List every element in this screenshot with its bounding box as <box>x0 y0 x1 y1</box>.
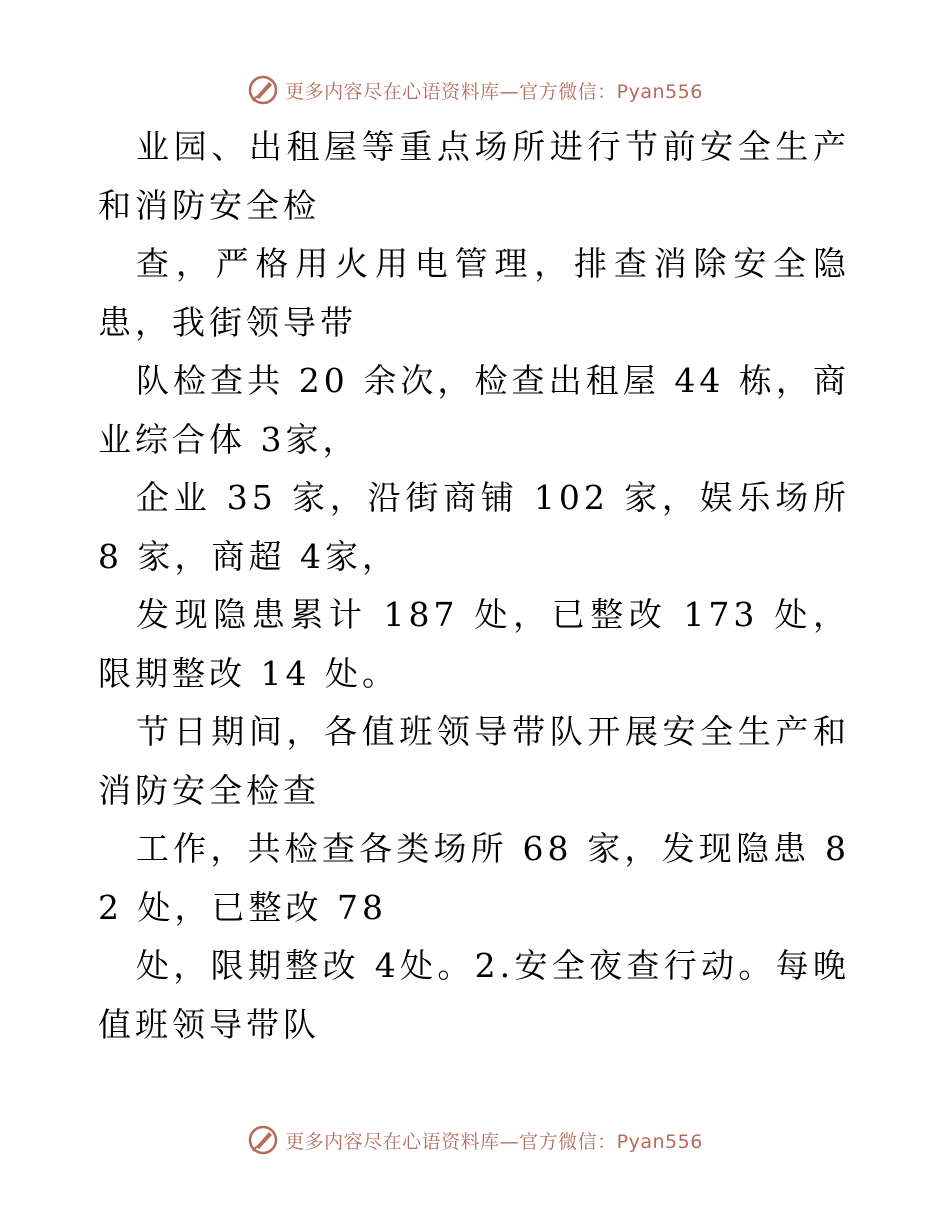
paragraph: 企业 35 家，沿街商铺 102 家，娱乐场所 8 家，商超 4家， <box>98 478 850 576</box>
paragraph: 查，严格用火用电管理，排查消除安全隐患，我街领导带 <box>98 244 850 342</box>
paragraph: 业园、出租屋等重点场所进行节前安全生产和消防安全检 <box>98 127 850 225</box>
quill-pen-icon <box>247 1124 279 1156</box>
quill-pen-icon <box>247 74 279 106</box>
header-watermark <box>0 70 950 110</box>
paragraph: 队检查共 20 余次，检查出租屋 44 栋，商业综合体 3家， <box>98 361 850 459</box>
footer-watermark <box>0 1120 950 1160</box>
paragraph: 节日期间，各值班领导带队开展安全生产和消防安全检查 <box>98 712 850 810</box>
paragraph: 工作，共检查各类场所 68 家，发现隐患 82 处，已整改 78 <box>98 829 850 927</box>
watermark-text: 更多内容尽在心语资料库—官方微信：Pyan556 <box>285 1130 703 1153</box>
paragraph: 发现隐患累计 187 处，已整改 173 处，限期整改 14 处。 <box>98 595 850 693</box>
paragraph: 处，限期整改 4处。2.安全夜查行动。每晚值班领导带队 <box>98 946 850 1044</box>
watermark-text: 更多内容尽在心语资料库—官方微信：Pyan556 <box>285 80 703 103</box>
document-body <box>98 118 850 1054</box>
